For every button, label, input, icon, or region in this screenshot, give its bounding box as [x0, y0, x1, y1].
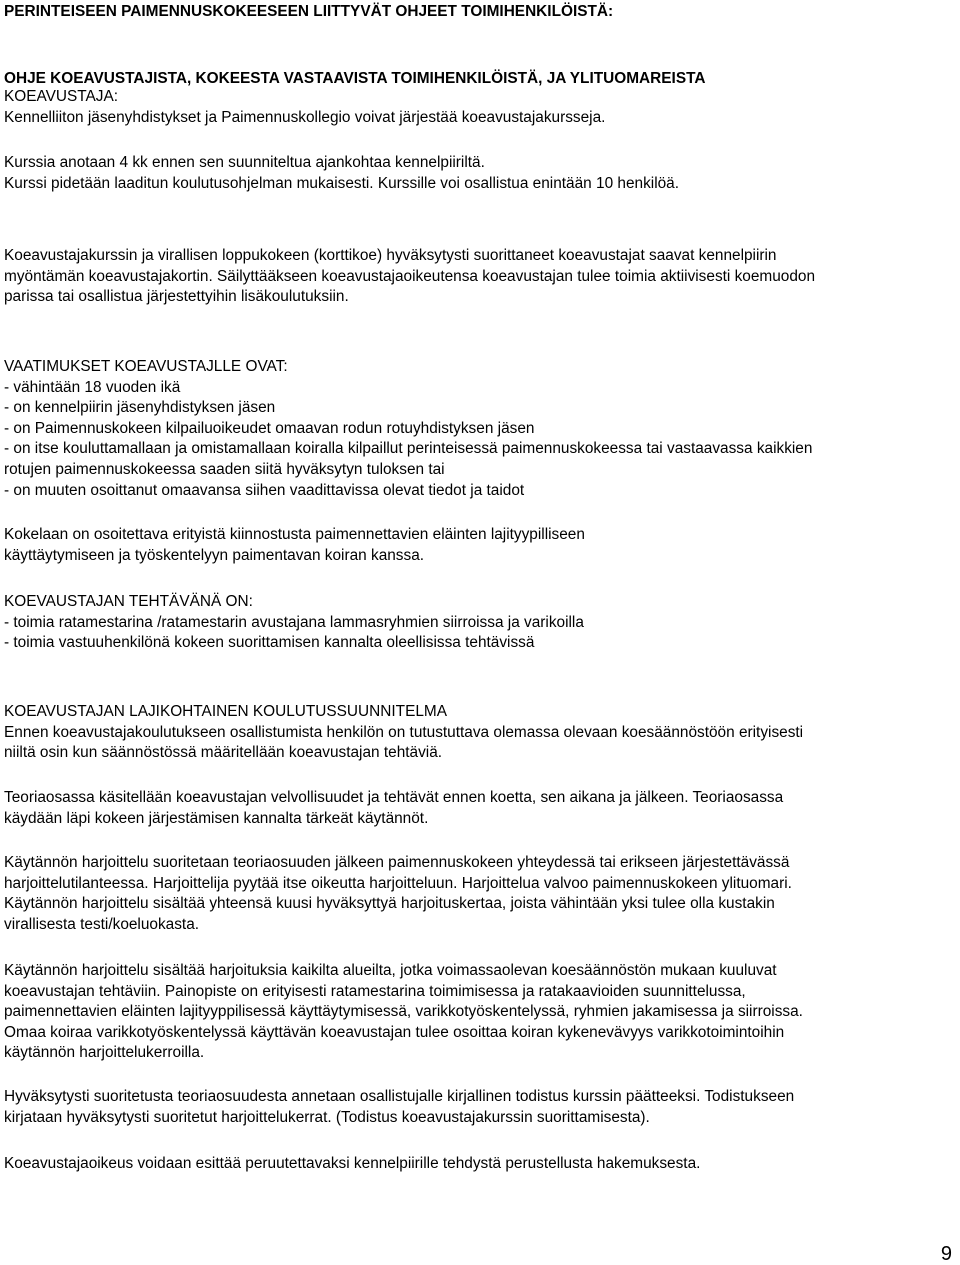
requirements-list — [4, 357, 812, 501]
list-item: - on Paimennuskokeen kilpailuoikeudet omaavan rodun rotuyhdistyksen jäsen — [4, 419, 535, 437]
paragraph-line: Käytännön harjoittelu sisältää yhteensä kuusi hyväksyttyä harjoituskertaa, joista vähintään yksi tulee olla kustakin — [4, 895, 775, 913]
section-heading: KOEVAUSTAJAN TEHTÄVÄNÄ ON: — [4, 593, 253, 610]
paragraph-line: Kurssi pidetään laaditun koulutusohjelman mukaisesti. Kurssille voi osallistua enintään 10 henkilöä. — [4, 174, 680, 192]
paragraph-line: niiltä osin kun säännöstössä määritellään koeavustajan tehtäviä. — [4, 744, 443, 762]
sub-heading: OHJE KOEAVUSTAJISTA, KOKEESTA VASTAAVISTA TOIMIHENKILÖISTÄ, JA YLITUOMAREISTA — [4, 70, 706, 87]
list-item: rotujen paimennuskokeessa saaden siitä hyväksytyn tuloksen tai — [4, 460, 445, 478]
paragraph-line: Käytännön harjoittelu sisältää harjoituksia kaikilta alueilta, jotka voimassaolevan koesäännöstön mukaan kuuluvat — [4, 962, 777, 979]
paragraph-line: Hyväksytysti suoritetusta teoriaosuudesta annetaan osallistujalle kirjallinen todistus kurssin päätteeksi. Todistukseen — [4, 1088, 795, 1105]
paragraph-line: käytännön harjoittelukerroilla. — [4, 1044, 205, 1062]
main-heading: PERINTEISEEN PAIMENNUSKOKEESEEN LIITTYVÄT OHJEET TOIMIHENKILÖISTÄ: — [4, 3, 614, 20]
list-item: - toimia vastuuhenkilönä kokeen suorittamisen kannalta oleellisissa tehtävissä — [4, 634, 535, 652]
list-item: - on muuten osoittanut omaavansa siihen vaadittavissa olevat tiedot ja taidot — [4, 481, 525, 499]
section-heading: KOEAVUSTAJA: — [4, 88, 119, 105]
paragraph-revocation — [4, 1154, 700, 1175]
paragraph-line: käydään läpi kokeen järjestämisen kannalta tärkeät käytännöt. — [4, 809, 429, 827]
paragraph-line: Kurssia anotaan 4 kk ennen sen suunniteltua ajankohtaa kennelpiiriltä. — [4, 154, 485, 171]
duties-list — [4, 592, 584, 654]
paragraph-line: Käytännön harjoittelu suoritetaan teoriaosuuden jälkeen paimennuskokeen yhteydessä tai erikseen järjestettävässä — [4, 854, 790, 871]
paragraph-koeavustaja — [4, 87, 605, 128]
list-item: - on kennelpiirin jäsenyhdistyksen jäsen — [4, 399, 276, 417]
paragraph-line: Koeavustajakurssin ja virallisen loppukokeen (korttikoe) hyväksytysti suorittaneet koeavustajat saavat kennelpiirin — [4, 247, 777, 264]
page-number: 9 — [940, 1243, 952, 1265]
section-heading: VAATIMUKSET KOEAVUSTAJLLE OVAT: — [4, 358, 288, 375]
section-heading: KOEAVUSTAJAN LAJIKOHTAINEN KOULUTUSSUUNNITELMA — [4, 703, 447, 720]
paragraph-line: Kokelaan on osoitettava erityistä kiinnostusta paimennettavien eläinten lajityypilliseen — [4, 526, 585, 543]
list-item: - on itse kouluttamallaan ja omistamallaan koiralla kilpaillut perinteisessä paimennuskokeessa tai vastaavassa kaikkien — [4, 440, 813, 458]
paragraph-line: harjoittelutilanteessa. Harjoittelija pyytää itse oikeutta harjoitteluun. Harjoittelua valvoo paimennuskokeen ylituomari. — [4, 874, 792, 892]
paragraph-course-application — [4, 153, 679, 194]
paragraph-line: paimennettavien eläinten lajityyppilisessä käyttäytymisessä, varikkotyöskentelyssä, ryhmien jakamisessa ja siirroissa. — [4, 1003, 803, 1021]
paragraph-certificate — [4, 1087, 794, 1128]
paragraph-theory-part — [4, 788, 783, 829]
paragraph-line: käyttäytymiseen ja työskentelyyn paimentavan koiran kanssa. — [4, 546, 425, 564]
paragraph-practical-content — [4, 961, 803, 1064]
paragraph-line: Ennen koeavustajakoulutukseen osallistumista henkilön on tutustuttava olemassa olevaan koesäännöstöön erityisesti — [4, 723, 804, 741]
paragraph-koeavustajakortti — [4, 246, 815, 308]
paragraph-line: virallisesta testi/koeluokasta. — [4, 915, 200, 933]
list-item: - toimia ratamestarina /ratamestarin avustajana lammasryhmien siirroissa ja varikoilla — [4, 613, 584, 631]
paragraph-line: Koeavustajaoikeus voidaan esittää peruutettavaksi kennelpiirille tehdystä perustellusta hakemuksesta. — [4, 1155, 701, 1172]
paragraph-line: Teoriaosassa käsitellään koeavustajan velvollisuudet ja tehtävät ennen koetta, sen aikana ja jälkeen. Teoriaosassa — [4, 789, 784, 806]
list-item: - vähintään 18 vuoden ikä — [4, 378, 181, 396]
paragraph-line: koeavustajan tehtäviin. Painopiste on erityisesti ratamestarina toimimisessa ja ratakaavioiden suunnittelussa, — [4, 982, 746, 1000]
paragraph-line: myöntämän koeavustajakortin. Säilyttääkseen koeavustajaoikeutensa koeavustajan tulee toimia aktiivisesti koemuodon — [4, 267, 816, 285]
paragraph-kokelas-interest — [4, 525, 585, 566]
paragraph-line: kirjataan hyväksytysti suoritetut harjoittelukerrat. (Todistus koeavustajakurssin suorittamisesta). — [4, 1108, 650, 1126]
paragraph-line: Omaa koiraa varikkotyöskentelyssä käyttävän koeavustajan tulee osoittaa koiran kykenevävyys varikkotoimintoihin — [4, 1023, 785, 1041]
paragraph-line: parissa tai osallistua järjestettyihin lisäkoulutuksiin. — [4, 288, 349, 306]
training-plan-section — [4, 702, 803, 764]
paragraph-line: Kennelliiton jäsenyhdistykset ja Paimennuskollegio voivat järjestää koeavustajakursseja. — [4, 108, 606, 126]
paragraph-practical-training — [4, 853, 792, 935]
